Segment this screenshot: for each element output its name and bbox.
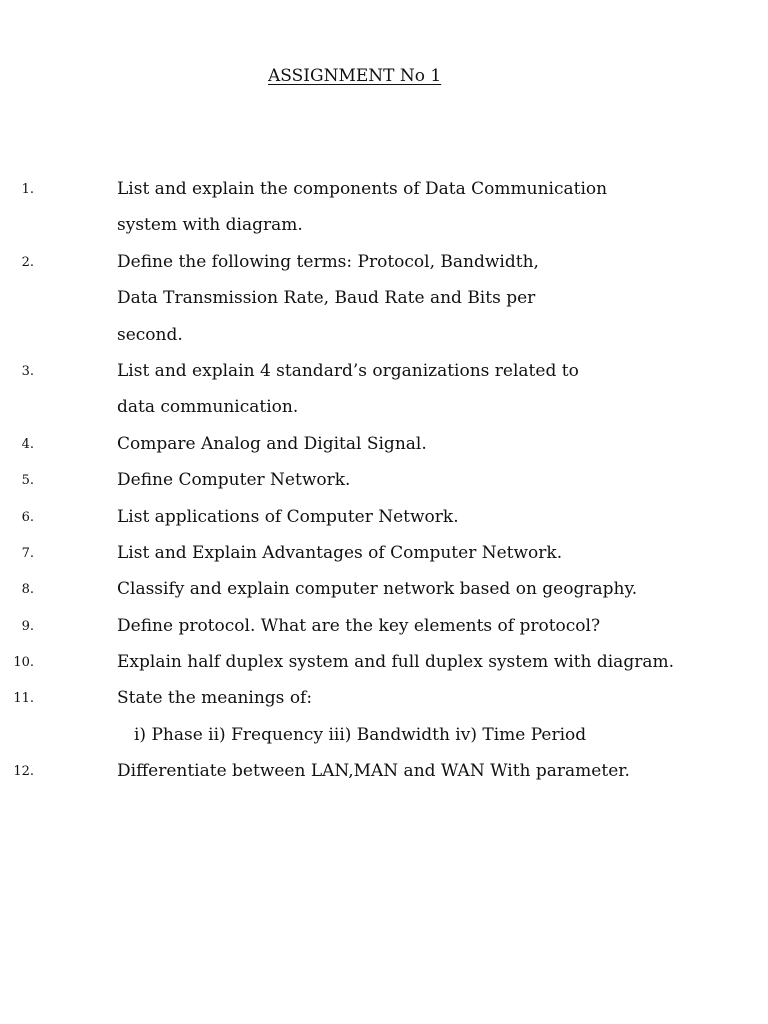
- question-text: data communication.: [117, 397, 299, 418]
- question-11-subitems: [0, 722, 700, 758]
- question-text: Explain half duplex system and full duplex system with diagram.: [117, 652, 674, 673]
- question-1-continuation: [0, 212, 700, 248]
- question-text: Define Computer Network.: [117, 470, 351, 491]
- question-5: [0, 467, 700, 503]
- question-2-continuation: [0, 322, 700, 358]
- question-number: 11.: [13, 691, 34, 707]
- question-number: 3.: [21, 363, 34, 379]
- question-number: 2.: [21, 254, 34, 270]
- question-12: [0, 758, 700, 794]
- page-title: ASSIGNMENT No 1: [268, 66, 442, 86]
- question-text: List and explain 4 standard’s organizations related to: [117, 360, 579, 381]
- question-number: 4.: [21, 436, 34, 452]
- question-11: [0, 685, 700, 721]
- question-number: 7.: [21, 545, 34, 561]
- question-number: 10.: [13, 655, 34, 671]
- question-list: [0, 176, 700, 795]
- question-number: 9.: [21, 618, 34, 634]
- question-6: [0, 504, 700, 540]
- question-text: List and explain the components of Data Communication: [117, 179, 608, 199]
- question-text: State the meanings of:: [117, 688, 313, 709]
- question-text: Compare Analog and Digital Signal.: [117, 433, 427, 454]
- question-2: [0, 249, 700, 285]
- question-text: second.: [117, 324, 183, 345]
- question-2-continuation: [0, 285, 700, 321]
- question-text: Differentiate between LAN,MAN and WAN With parameter.: [117, 761, 630, 782]
- question-text: List and Explain Advantages of Computer Network.: [117, 542, 563, 563]
- question-4: [0, 431, 700, 467]
- question-3-continuation: [0, 394, 700, 430]
- question-text: Data Transmission Rate, Baud Rate and Bits per: [117, 288, 536, 309]
- question-number: 1.: [21, 182, 34, 197]
- question-number: 6.: [21, 509, 34, 525]
- question-number: 12.: [13, 764, 34, 780]
- question-text: Define the following terms: Protocol, Bandwidth,: [117, 251, 539, 272]
- question-7: [0, 540, 700, 576]
- question-text: i) Phase ii) Frequency iii) Bandwidth iv) Time Period: [134, 724, 587, 745]
- question-number: 5.: [21, 473, 34, 489]
- question-3: [0, 358, 700, 394]
- question-1: [0, 176, 700, 212]
- question-text: system with diagram.: [117, 215, 303, 236]
- question-10: [0, 649, 700, 685]
- question-text: List applications of Computer Network.: [117, 506, 459, 527]
- question-9: [0, 613, 700, 649]
- question-text: Define protocol. What are the key elements of protocol?: [117, 615, 601, 636]
- question-number: 8.: [21, 582, 34, 598]
- question-8: [0, 576, 700, 612]
- question-text: Classify and explain computer network based on geography.: [117, 579, 638, 600]
